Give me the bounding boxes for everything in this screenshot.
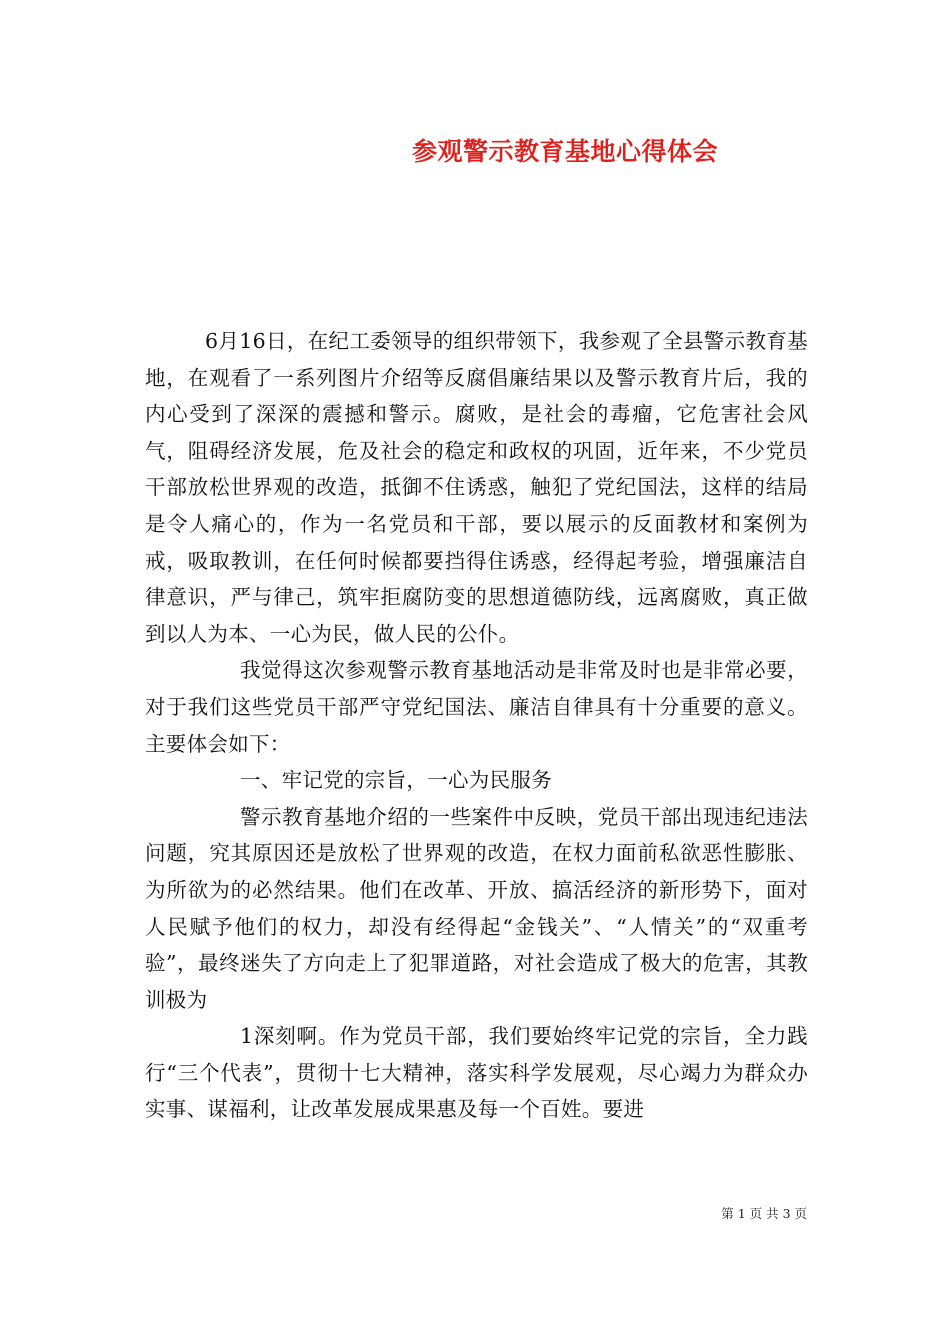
document-body	[145, 323, 808, 1128]
paragraph: 警示教育基地介绍的一些案件中反映，党员干部出现违纪违法问题，究其原因还是放松了世界观的改造，在权力面前私欲恶性膨胀、为所欲为的必然结果。他们在改革、开放、搞活经济的新形势下，面对人民赋予他们的权力，却没有经得起“金钱关”、“人情关”的“双重考验”，最终迷失了方向走上了犯罪道路，对社会造成了极大的危害，其教训极为	[145, 804, 808, 1012]
paragraph: 1深刻啊。作为党员干部，我们要始终牢记党的宗旨，全力践行“三个代表”，贯彻十七大精神，落实科学发展观，尽心竭力为群众办实事、谋福利，让改革发展成果惠及每一个百姓。要进	[145, 1024, 808, 1122]
paragraph: 我觉得这次参观警示教育基地活动是非常及时也是非常必要，对于我们这些党员干部严守党纪国法、廉洁自律具有十分重要的意义。主要体会如下：	[145, 658, 808, 756]
document-title: 参观警示教育基地心得体会	[411, 137, 718, 166]
page-number: 第 1 页 共 3 页	[721, 1206, 807, 1221]
section-heading: 一、牢记党的宗旨，一心为民服务	[240, 768, 552, 793]
paragraph: 6月16日，在纪工委领导的组织带领下，我参观了全县警示教育基地，在观看了一系列图片介绍等反腐倡廉结果以及警示教育片后，我的内心受到了深深的震撼和警示。腐败，是社会的毒瘤，它危害社会风气，阻碍经济发展，危及社会的稳定和政权的巩固，近年来，不少党员干部放松世界观的改造，抵御不住诱惑，触犯了党纪国法，这样的结局是令人痛心的，作为一名党员和干部，要以展示的反面教材和案例为戒，吸取教训，在任何时候都要挡得住诱惑，经得起考验，增强廉洁自律意识，严与律己，筑牢拒腐防变的思想道德防线，远离腐败，真正做到以人为本、一心为民，做人民的公仆。	[145, 329, 808, 646]
